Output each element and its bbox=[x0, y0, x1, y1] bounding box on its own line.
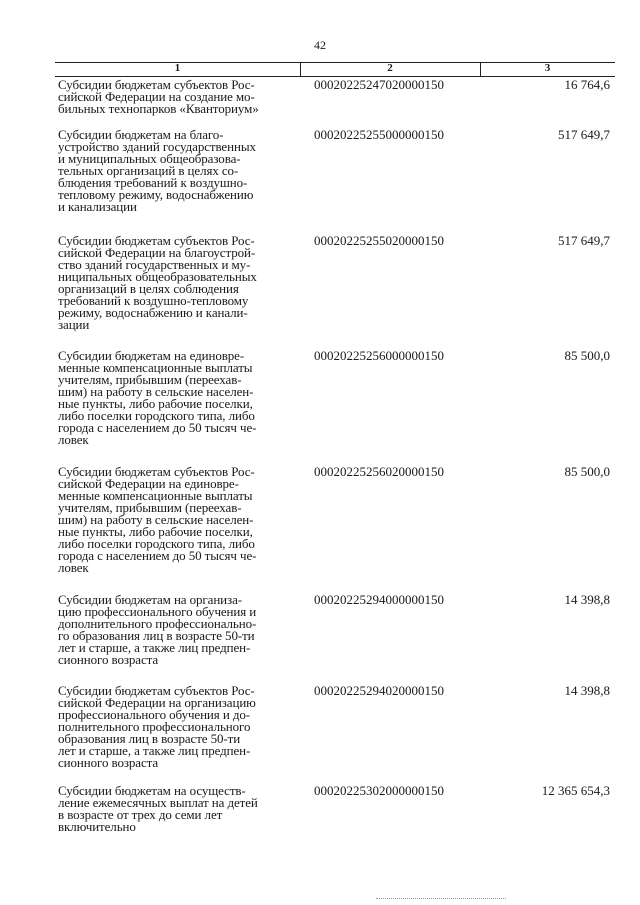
subsidy-name: Субсидии бюджетам на организа- цию профессионального обучения и дополнительного профессионально- го образования лиц в возрасте 50-ти лет и старше, а также лиц предпен- сионного возраста bbox=[58, 592, 257, 667]
subsidy-name: Субсидии бюджетам субъектов Рос- сийской Федерации на создание мо- бильных технопарков «Кванториум» bbox=[58, 77, 259, 116]
subsidy-name: Субсидии бюджетам на благо- устройство зданий государственных и муниципальных общеобразова- тельных организаций в целях со- блюдения требований к воздушно- тепловому режиму, водоснабжению и канализации bbox=[58, 127, 256, 214]
column-header-2: 2 bbox=[387, 62, 393, 74]
subsidy-name: Субсидии бюджетам субъектов Рос- сийской Федерации на благоустрой- ство зданий государственных и му- ниципальных общеобразовательных организаций в целях соблюдения требований к воздушно-тепловому режиму, водоснабжению и канали- зации bbox=[58, 233, 257, 332]
subsidy-name: Субсидии бюджетам субъектов Рос- сийской Федерации на единовре- менные компенсационные выплаты учителям, прибывшим (переехав- шим) на работу в сельские населен- ные пункты, либо рабочие поселки, либо поселки городского типа, либо города с населением до 50 тысяч че- ловек bbox=[58, 464, 257, 575]
amount: 12 365 654,3 bbox=[541, 783, 610, 798]
amount: 517 649,7 bbox=[558, 233, 610, 248]
amount: 14 398,8 bbox=[564, 683, 610, 698]
amount: 517 649,7 bbox=[558, 127, 610, 142]
page-number: 42 bbox=[314, 38, 326, 52]
scan-artifact-line bbox=[376, 898, 506, 899]
budget-code: 00020225255000000150 bbox=[314, 127, 444, 142]
column-header-3: 3 bbox=[544, 62, 551, 74]
budget-code: 00020225294000000150 bbox=[314, 592, 444, 607]
budget-code: 00020225294020000150 bbox=[314, 683, 444, 698]
column-header-1: 1 bbox=[174, 62, 181, 74]
amount: 14 398,8 bbox=[564, 592, 610, 607]
amount: 16 764,6 bbox=[564, 77, 610, 92]
amount: 85 500,0 bbox=[564, 348, 610, 363]
subsidy-name: Субсидии бюджетам на единовре- менные компенсационные выплаты учителям, прибывшим (переехав- шим) на работу в сельские населен- ные пункты, либо рабочие поселки, либо поселки городского типа, либо города с населением до 50 тысяч че- ловек bbox=[58, 348, 257, 447]
amount: 85 500,0 bbox=[564, 464, 610, 479]
budget-code: 00020225256020000150 bbox=[314, 464, 444, 479]
budget-code: 00020225302000000150 bbox=[314, 783, 444, 798]
budget-code: 00020225247020000150 bbox=[314, 77, 444, 92]
subsidy-name: Субсидии бюджетам на осуществ- ление ежемесячных выплат на детей в возрасте от трех до семи лет включительно bbox=[58, 783, 258, 834]
budget-code: 00020225256000000150 bbox=[314, 348, 444, 363]
table-header bbox=[55, 62, 615, 77]
budget-code: 00020225255020000150 bbox=[314, 233, 444, 248]
subsidy-name: Субсидии бюджетам субъектов Рос- сийской Федерации на организацию профессионального обучения и до- полнительного профессионального образования лиц в возрасте 50-ти лет и старше, а также лиц предпен- сионного возраста bbox=[58, 683, 256, 770]
budget-table bbox=[55, 62, 615, 834]
